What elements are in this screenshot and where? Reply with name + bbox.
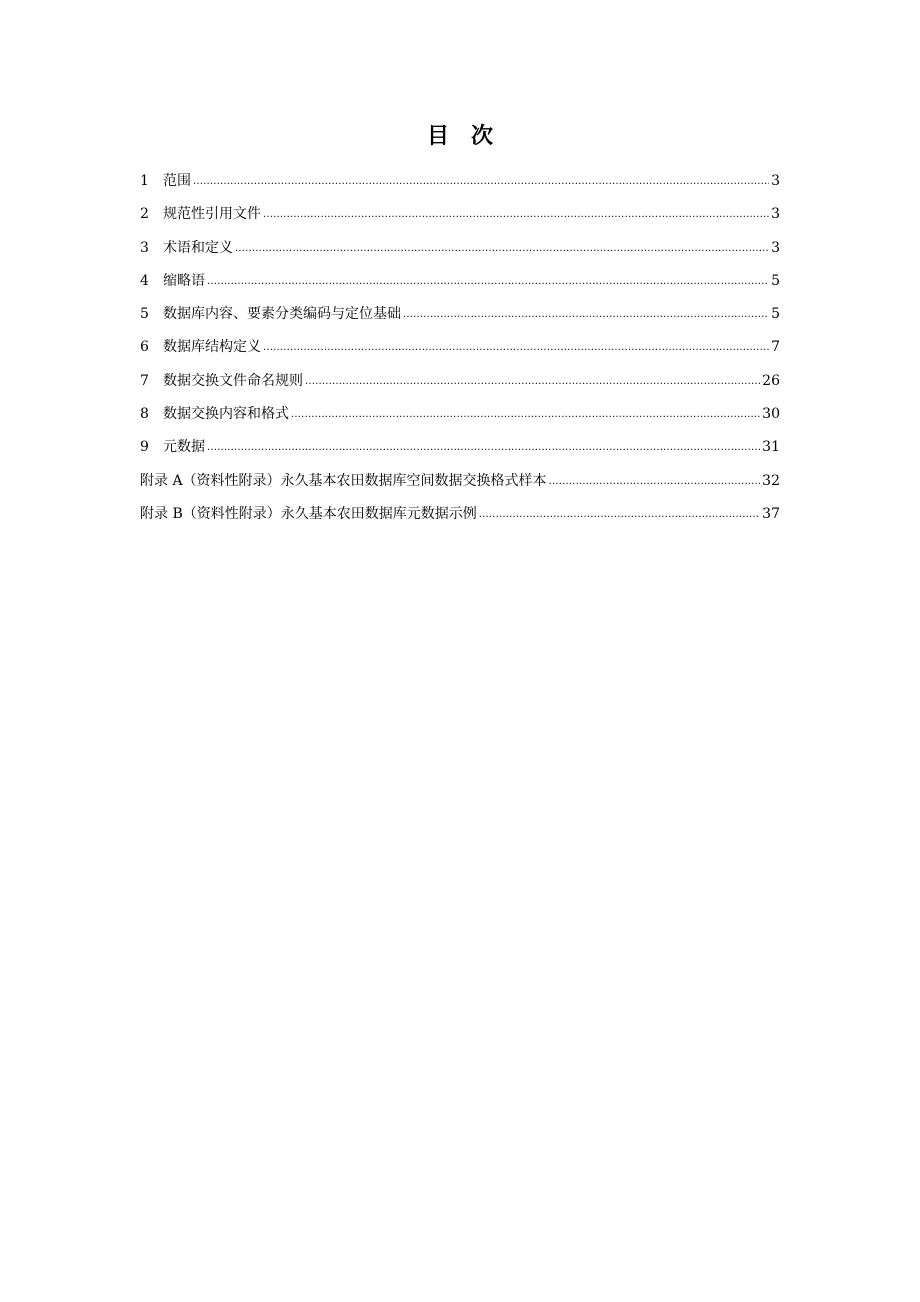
toc-entry[interactable] [140, 370, 780, 403]
toc-entry-number: 7 [140, 372, 149, 389]
toc-entry-page: 37 [762, 505, 780, 522]
toc-entry-title: 附录 A（资料性附录）永久基本农田数据库空间数据交换格式样本 [140, 472, 547, 489]
toc-list [140, 170, 780, 536]
toc-entry[interactable] [140, 203, 780, 236]
toc-entry-number: 3 [140, 239, 149, 256]
toc-entry-page: 32 [762, 472, 780, 489]
toc-entry-title: 数据交换文件命名规则 [163, 372, 303, 389]
toc-entry-title: 元数据 [163, 439, 205, 456]
toc-entry[interactable] [140, 237, 780, 270]
toc-entry-page: 3 [771, 173, 780, 189]
toc-leader-dots [291, 402, 760, 426]
toc-entry-number: 5 [140, 306, 149, 323]
toc-entry-page: 3 [771, 239, 780, 256]
toc-entry[interactable] [140, 336, 780, 369]
toc-entry-title: 范围 [163, 173, 191, 189]
toc-leader-dots [193, 169, 769, 193]
toc-entry[interactable] [140, 403, 780, 436]
toc-entry-number: 2 [140, 206, 149, 223]
toc-entry[interactable] [140, 303, 780, 336]
toc-entry[interactable] [140, 270, 780, 303]
toc-leader-dots [207, 435, 760, 459]
toc-entry[interactable] [140, 436, 780, 469]
toc-entry-page: 26 [762, 372, 780, 389]
toc-title-char-2: 次 [471, 123, 494, 149]
toc-entry-title: 术语和定义 [163, 239, 233, 256]
toc-entry-appendix-b[interactable] [140, 503, 780, 536]
toc-entry-page: 31 [762, 439, 780, 456]
toc-leader-dots [479, 502, 760, 526]
toc-leader-dots [549, 469, 761, 493]
toc-entry-number: 6 [140, 339, 149, 356]
toc-entry-title: 附录 B（资料性附录）永久基本农田数据库元数据示例 [140, 505, 477, 522]
toc-entry-page: 3 [771, 206, 780, 223]
toc-entry-title: 规范性引用文件 [163, 206, 261, 223]
toc-entry-number: 4 [140, 272, 149, 289]
toc-leader-dots [403, 302, 769, 326]
toc-entry-appendix-a[interactable] [140, 470, 780, 503]
toc-leader-dots [263, 202, 769, 226]
toc-entry-number: 8 [140, 406, 149, 423]
toc-entry-page: 30 [762, 406, 780, 423]
toc-entry-number: 1 [140, 173, 149, 189]
toc-leader-dots [207, 269, 769, 293]
toc-entry-title: 缩略语 [163, 272, 205, 289]
toc-title [0, 118, 920, 154]
toc-entry-number: 9 [140, 439, 149, 456]
toc-leader-dots [263, 335, 769, 359]
toc-leader-dots [305, 369, 760, 393]
toc-title-char-1: 目 [426, 123, 449, 149]
toc-entry-page: 5 [771, 306, 780, 323]
toc-entry-page: 5 [771, 272, 780, 289]
toc-leader-dots [235, 236, 769, 260]
toc-entry-title: 数据库内容、要素分类编码与定位基础 [163, 306, 401, 323]
toc-entry-title: 数据交换内容和格式 [163, 406, 289, 423]
toc-entry[interactable] [140, 170, 780, 203]
toc-entry-title: 数据库结构定义 [163, 339, 261, 356]
toc-entry-page: 7 [771, 339, 780, 356]
